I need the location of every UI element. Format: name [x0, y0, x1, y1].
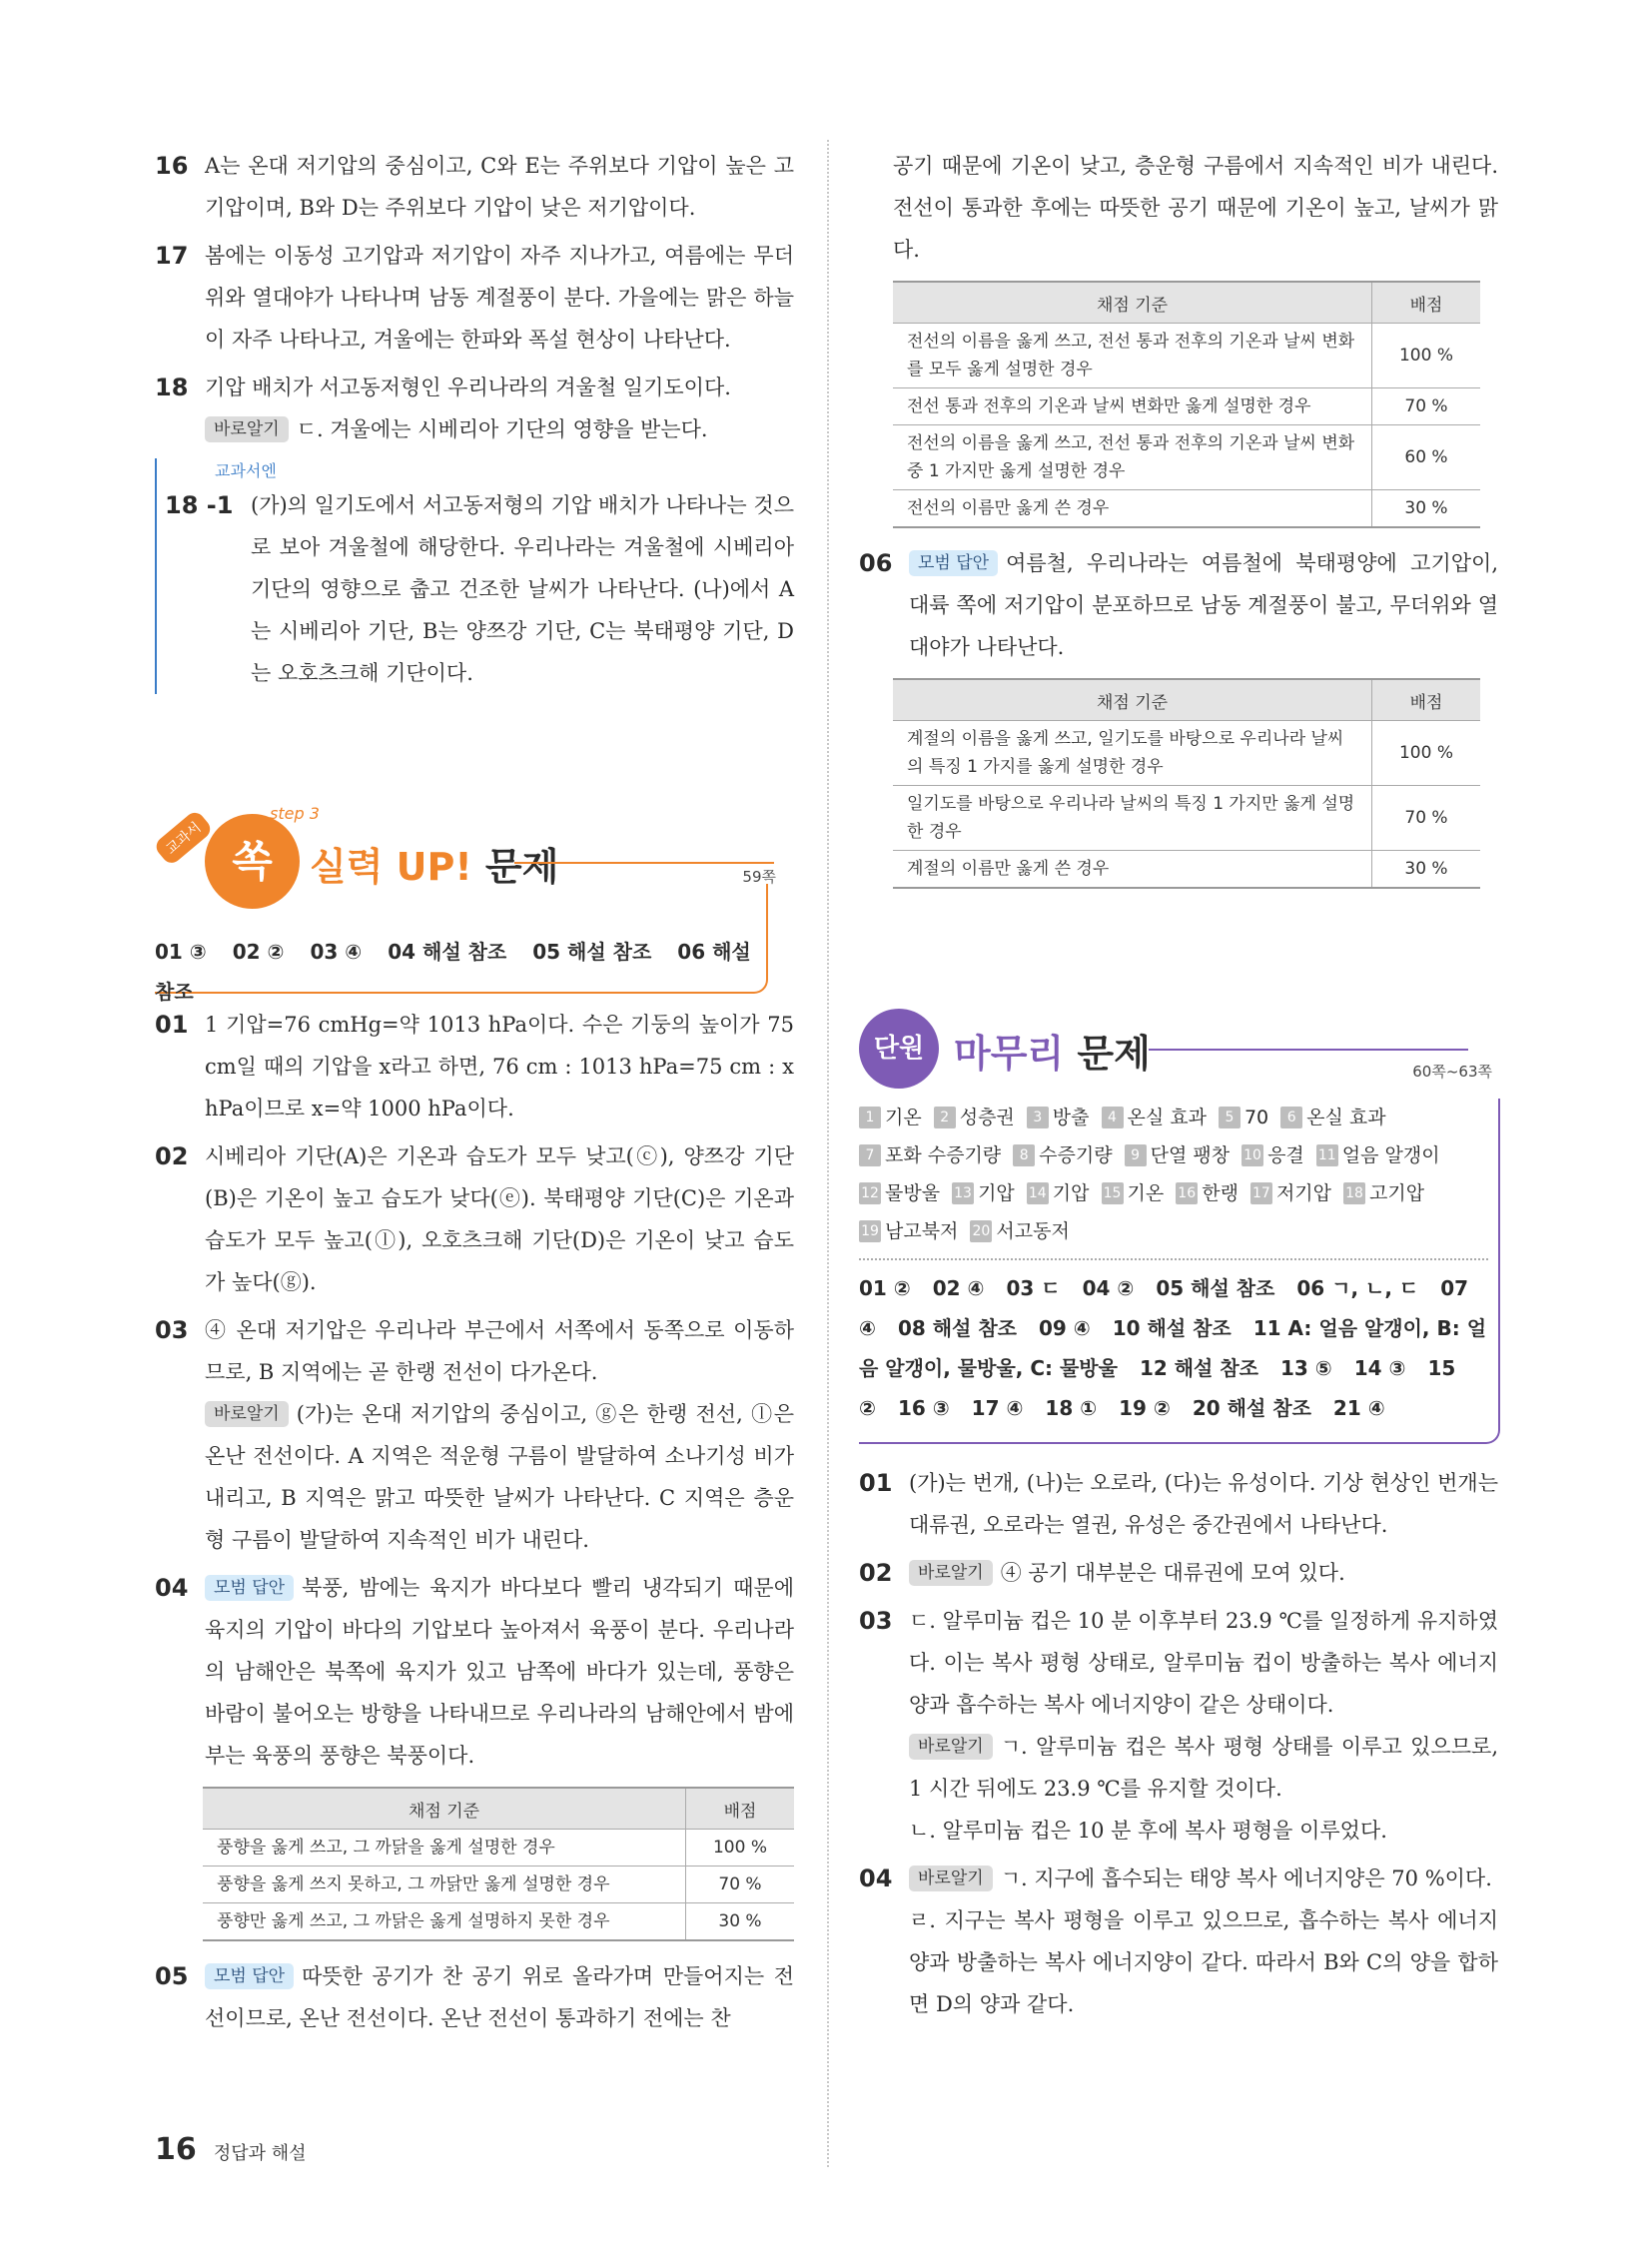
correction-tag: 바로알기	[205, 1401, 289, 1427]
step-question-04: 04 모범 답안 북풍, 밤에는 육지가 바다보다 빨리 냉각되기 때문에 육지의 기압이 바다의 기압보다 높아져서 육풍이 분다. 우리나라의 남해안은 북쪽에 육지가 있고 남쪽에 바다가 있는데, 풍향은 바람이 불어오는 방향을 나타내므로 우리나라의 남해안에서 밤에 부는 육풍의 풍향은 북풍이다.	[155, 1574, 794, 1768]
table-row: 일기도를 바탕으로 우리나라 날씨의 특징 1 가지만 옳게 설명한 경우 70 %	[893, 786, 1480, 851]
list-item: 9 단열 팽창	[1125, 1136, 1230, 1174]
step-question-02: 02 시베리아 기단(A)은 기온과 습도가 모두 낮고(ⓒ), 양쯔강 기단(B)은 기온이 높고 습도가 낮다(ⓔ). 북태평양 기단(C)은 기온과 습도가 모두 높고(ⓛ), 오호츠크해 기단(D)은 기온이 낮고 습도가 높다(ⓖ).	[155, 1142, 794, 1294]
list-item: 11 얼음 알갱이	[1316, 1136, 1440, 1174]
list-item: 4 온실 효과	[1102, 1099, 1207, 1136]
page-ref: 59쪽	[742, 868, 776, 886]
textbook-side-label: 교과서	[153, 809, 214, 867]
textbook-note-18-1	[155, 458, 794, 694]
list-item: 5 70	[1219, 1099, 1268, 1136]
step-answers: 01 ③ 02 ② 03 ④ 04 해설 참조 05 해설 참조 06 해설 참조	[155, 940, 751, 1004]
step-question-01: 01 1 기압=76 cmHg=약 1013 hPa이다. 수은 기둥의 높이가 75 cm일 때의 기압을 x라고 하면, 76 cm : 1013 hPa=75 cm : x hPa이므로 x=약 1000 hPa이다.	[155, 1011, 794, 1121]
page-ref: 60쪽~63쪽	[1412, 1063, 1492, 1081]
list-item: 18 고기압	[1343, 1174, 1424, 1212]
step-number: step 3	[270, 804, 320, 823]
title-rule	[514, 862, 774, 864]
scoring-table-05: 채점 기준 배점 전선의 이름을 옳게 쓰고, 전선 통과 전후의 기온과 날씨 변화를 모두 옳게 설명한 경우 100 % 전선 통과 전후의 기온과 날씨 변화만 옳게 설명한 경우 70 % 전선의 이름을 옳게 쓰고, 전선 통과 전후의 기온과 날씨 변화 중 1 가지만 옳게 설명한 경우 60 % 전선의 이름만 옳게 쓴 경우 30 %	[893, 281, 1480, 528]
model-answer-tag: 모범 답안	[909, 550, 998, 576]
unit-question-04: 04 바로알기 ㄱ. 지구에 흡수되는 태양 복사 에너지양은 70 %이다. ㄹ. 지구는 복사 평형을 이루고 있으므로, 흡수하는 복사 에너지양과 방출하는 복사 에너지양이 같다. 따라서 B와 C의 양을 합하면 D의 양과 같다.	[859, 1865, 1498, 2016]
model-answer-tag: 모범 답안	[205, 1575, 294, 1601]
question-18-1: 18 -1 (가)의 일기도에서 서고동저형의 기압 배치가 나타나는 것으로 보아 겨울철에 해당한다. 우리나라는 겨울철에 시베리아 기단의 영향으로 춥고 건조한 날씨가 나타난다. (나)에서 A는 시베리아 기단, B는 양쯔강 기단, C는 북태평양 기단, D는 오호츠크해 기단이다.	[165, 491, 794, 685]
scoring-table-04: 채점 기준 배점 풍향을 옳게 쓰고, 그 까닭을 옳게 설명한 경우 100 % 풍향을 옳게 쓰지 못하고, 그 까닭만 옳게 설명한 경우 70 % 풍향만 옳게 쓰고, 그 까닭은 옳게 설명하지 못한 경우 30 %	[203, 1787, 794, 1941]
unit-title: 마무리 문제	[954, 1032, 1151, 1076]
unit-answer-box	[859, 1099, 1500, 1444]
list-item: 10 응결	[1241, 1136, 1304, 1174]
dotted-divider	[859, 1258, 1488, 1260]
step-logo: 쏙	[205, 814, 300, 909]
table-row: 풍향을 옳게 쓰고, 그 까닭을 옳게 설명한 경우 100 %	[203, 1830, 794, 1867]
correction-tag: 바로알기	[909, 1734, 993, 1760]
unit-question-03: 03 ㄷ. 알루미늄 컵은 10 분 이후부터 23.9 ℃를 일정하게 유지하였다. 이는 복사 평형 상태로, 알루미늄 컵이 방출하는 복사 에너지양과 흡수하는 복사 에너지양이 같은 상태이다. 바로알기 ㄱ. 알루미늄 컵은 복사 평형 상태를 이루고 있으므로, 1 시간 뒤에도 23.9 ℃를 유지할 것이다. ㄴ. 알루미늄 컵은 10 분 후에 복사 평형을 이루었다.	[859, 1607, 1498, 1843]
list-item: 1 기온	[859, 1099, 922, 1136]
unit-answers: 01 ② 02 ④ 03 ㄷ 04 ② 05 해설 참조 06 ㄱ, ㄴ, ㄷ 07 ④ 08 해설 참조 09 ④ 10 해설 참조 11 A: 얼음 알갱이, B: 얼음 알갱이, 물방울, C: 물방울 12 해설 참조 13 ⑤ 14 ③ 15 ② 16 ③ 17 ④ 18 ① 19 ② 20 해설 참조 21 ④	[859, 1276, 1487, 1420]
step3-section-header	[155, 804, 794, 1004]
table-row: 계절의 이름만 옳게 쓴 경우 30 %	[893, 851, 1480, 889]
title-rule	[1149, 1049, 1468, 1051]
left-column	[155, 145, 794, 2045]
table-row: 풍향만 옳게 쓰고, 그 까닭은 옳게 설명하지 못한 경우 30 %	[203, 1903, 794, 1941]
page-footer	[155, 2132, 307, 2167]
list-item: 3 방출	[1027, 1099, 1090, 1136]
table-row: 전선의 이름만 옳게 쓴 경우 30 %	[893, 490, 1480, 528]
question-18: 18 기압 배치가 서고동저형인 우리나라의 겨울철 일기도이다. 바로알기 ㄷ. 겨울에는 시베리아 기단의 영향을 받는다.	[155, 374, 731, 441]
list-item: 7 포화 수증기량	[859, 1136, 1001, 1174]
footer-title: 정답과 해설	[213, 2143, 307, 2164]
list-item: 8 수증기량	[1013, 1136, 1112, 1174]
list-item: 12 물방울	[859, 1174, 940, 1212]
list-item: 2 성층권	[934, 1099, 1015, 1136]
keyword-list	[859, 1099, 1498, 1250]
step-question-05: 05 모범 답안 따뜻한 공기가 찬 공기 위로 올라가며 만들어지는 전선이므로, 온난 전선이다. 온난 전선이 통과하기 전에는 찬	[155, 1962, 794, 2030]
step-question-05-continued: 공기 때문에 기온이 낮고, 층운형 구름에서 지속적인 비가 내린다. 전선이 통과한 후에는 따뜻한 공기 때문에 기온이 높고, 날씨가 맑다.	[893, 154, 1498, 262]
unit-question-02: 02 바로알기 ④ 공기 대부분은 대류권에 모여 있다.	[859, 1559, 1345, 1587]
list-item: 14 기압	[1027, 1174, 1090, 1212]
question-16: 16 A는 온대 저기압의 중심이고, C와 E는 주위보다 기압이 높은 고기압이며, B와 D는 주위보다 기압이 낮은 저기압이다.	[155, 152, 794, 220]
correction-tag: 바로알기	[909, 1866, 993, 1891]
list-item: 19 남고북저	[859, 1212, 958, 1250]
step-question-06: 06 모범 답안 여름철, 우리나라는 여름철에 북태평양에 고기압이, 대륙 쪽에 저기압이 분포하므로 남동 계절풍이 불고, 무더위와 열대야가 나타난다.	[859, 549, 1498, 659]
page-number: 16	[155, 2132, 197, 2167]
textbook-label: 교과서엔	[215, 461, 277, 480]
unit-logo: 단원	[859, 1009, 939, 1089]
correction-tag: 바로알기	[205, 416, 289, 442]
table-row: 전선의 이름을 옳게 쓰고, 전선 통과 전후의 기온과 날씨 변화 중 1 가지만 옳게 설명한 경우 60 %	[893, 425, 1480, 490]
table-row: 풍향을 옳게 쓰지 못하고, 그 까닭만 옳게 설명한 경우 70 %	[203, 1867, 794, 1903]
right-column	[859, 145, 1498, 2031]
list-item: 15 기온	[1102, 1174, 1165, 1212]
question-17: 17 봄에는 이동성 고기압과 저기압이 자주 지나가고, 여름에는 무더위와 열대야가 나타나며 남동 계절풍이 분다. 가을에는 맑은 하늘이 자주 나타나고, 겨울에는 한파와 폭설 현상이 나타난다.	[155, 242, 794, 352]
unit-question-01: 01 (가)는 번개, (나)는 오로라, (다)는 유성이다. 기상 현상인 번개는 대류권, 오로라는 열권, 유성은 중간권에서 나타난다.	[859, 1469, 1498, 1537]
table-row: 전선 통과 전후의 기온과 날씨 변화만 옳게 설명한 경우 70 %	[893, 388, 1480, 425]
list-item: 20 서고동저	[970, 1212, 1069, 1250]
step-title: 실력 UP! 문제	[310, 845, 559, 889]
list-item: 16 한랭	[1176, 1174, 1239, 1212]
table-row: 전선의 이름을 옳게 쓰고, 전선 통과 전후의 기온과 날씨 변화를 모두 옳게 설명한 경우 100 %	[893, 324, 1480, 388]
table-row: 계절의 이름을 옳게 쓰고, 일기도를 바탕으로 우리나라 날씨의 특징 1 가지를 옳게 설명한 경우 100 %	[893, 721, 1480, 786]
unit-review-section	[859, 1009, 1498, 1420]
list-item: 13 기압	[952, 1174, 1015, 1212]
column-divider	[827, 140, 829, 2167]
model-answer-tag: 모범 답안	[205, 1963, 294, 1989]
list-item: 17 저기압	[1250, 1174, 1331, 1212]
scoring-table-06: 채점 기준 배점 계절의 이름을 옳게 쓰고, 일기도를 바탕으로 우리나라 날씨의 특징 1 가지를 옳게 설명한 경우 100 % 일기도를 바탕으로 우리나라 날씨의 특징 1 가지만 옳게 설명한 경우 70 % 계절의 이름만 옳게 쓴 경우 30 %	[893, 678, 1480, 889]
list-item: 6 온실 효과	[1280, 1099, 1385, 1136]
correction-tag: 바로알기	[909, 1560, 993, 1586]
step-question-03: 03 ④ 온대 저기압은 우리나라 부근에서 서쪽에서 동쪽으로 이동하므로, B 지역에는 곧 한랭 전선이 다가온다. 바로알기 (가)는 온대 저기압의 중심이고, ⓖ은 한랭 전선, ⓛ은 온난 전선이다. A 지역은 적운형 구름이 발달하여 소나기성 비가 내리고, B 지역은 맑고 따뜻한 날씨가 나타난다. C 지역은 층운형 구름이 발달하여 지속적인 비가 내린다.	[155, 1316, 794, 1552]
